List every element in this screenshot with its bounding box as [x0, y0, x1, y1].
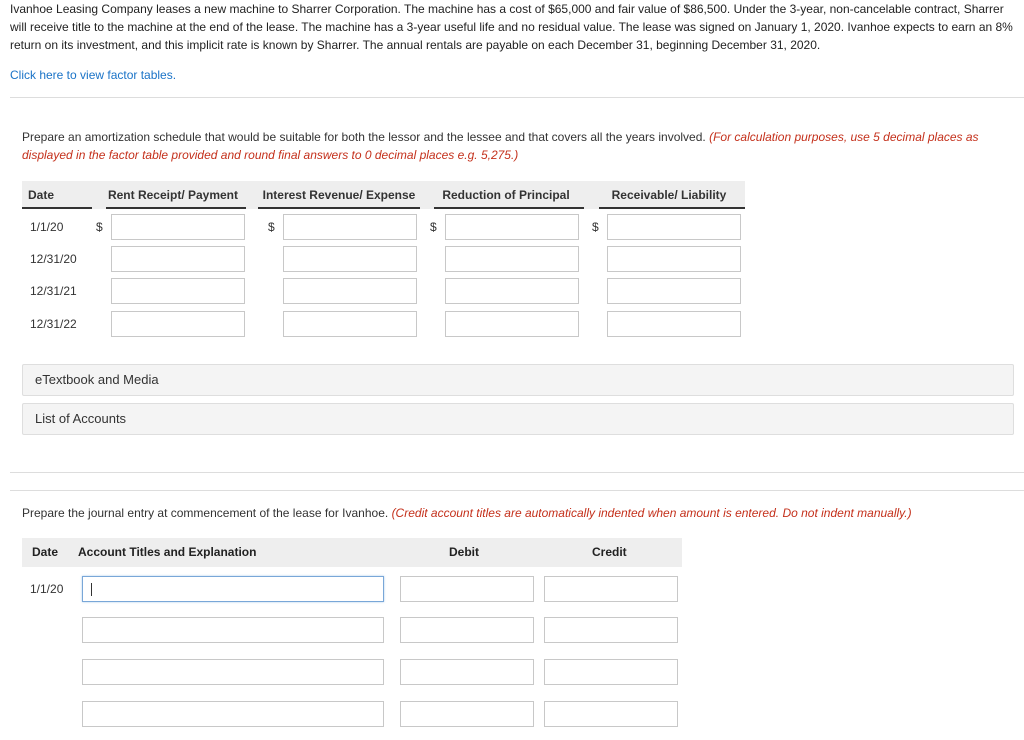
interest-input[interactable]	[283, 311, 417, 337]
receivable-input[interactable]	[607, 214, 741, 240]
amortization-instruction	[22, 128, 1002, 164]
interest-input[interactable]	[283, 278, 417, 304]
journal-instruction	[22, 504, 1002, 522]
debit-input[interactable]	[400, 617, 534, 643]
entry-date: 1/1/20	[30, 582, 64, 596]
divider	[10, 490, 1024, 491]
dollar-sign: $	[592, 220, 599, 234]
credit-input[interactable]	[544, 576, 678, 602]
dollar-sign: $	[96, 220, 103, 234]
receivable-input[interactable]	[607, 278, 741, 304]
col-account-titles: Account Titles and Explanation	[78, 545, 257, 559]
factor-tables-link[interactable]: Click here to view factor tables.	[10, 68, 177, 82]
divider	[10, 472, 1024, 473]
interest-input[interactable]	[283, 246, 417, 272]
row-date: 12/31/21	[30, 284, 77, 298]
debit-input[interactable]	[400, 659, 534, 685]
etextbook-media-button[interactable]: eTextbook and Media	[22, 364, 1014, 396]
col-interest: Interest Revenue/ Expense	[262, 188, 416, 202]
dollar-sign: $	[268, 220, 275, 234]
col-date: Date	[28, 188, 55, 202]
instruction-text: Prepare an amortization schedule that would be suitable for both the lessor and the lessee and that covers all the years involved.	[22, 130, 706, 144]
col-rent: Rent Receipt/ Payment	[107, 188, 239, 202]
dollar-sign: $	[430, 220, 437, 234]
account-title-input[interactable]	[82, 659, 384, 685]
account-title-input[interactable]	[82, 576, 384, 602]
instruction-text: Prepare the journal entry at commencement of the lease for Ivanhoe.	[22, 506, 389, 520]
col-date: Date	[32, 545, 59, 559]
account-title-input[interactable]	[82, 701, 384, 727]
text-cursor	[91, 583, 92, 596]
reduction-input[interactable]	[445, 246, 579, 272]
rent-input[interactable]	[111, 246, 245, 272]
receivable-input[interactable]	[607, 246, 741, 272]
amortization-table-header	[22, 181, 745, 209]
row-date: 12/31/22	[30, 317, 77, 331]
credit-input[interactable]	[544, 701, 678, 727]
rent-input[interactable]	[111, 278, 245, 304]
credit-input[interactable]	[544, 617, 678, 643]
instruction-note: (Credit account titles are automatically indented when amount is entered. Do not indent manually.)	[391, 506, 912, 520]
col-credit: Credit	[592, 545, 627, 559]
instruction-note: (For calculation purposes, use 5 decimal places as displayed in the factor table provided and round final answers to 0 decimal places e.g. 5,275.)	[22, 130, 979, 162]
divider	[10, 97, 1024, 98]
journal-table-header	[22, 538, 682, 567]
list-of-accounts-button[interactable]: List of Accounts	[22, 403, 1014, 435]
problem-statement: Ivanhoe Leasing Company leases a new machine to Sharrer Corporation. The machine has a cost of $65,000 and fair value of $86,500. Under the 3-year, non-cancelable contract, Sharrer will receive title to the machine at the end of the lease. The machine has a 3-year useful life and no residual value. The lease was signed on January 1, 2020. Ivanhoe expects to earn an 8% return on its investment, and this implicit rate is known by Sharrer. The annual rentals are payable on each December 31, beginning December 31, 2020.	[10, 2, 1013, 52]
reduction-input[interactable]	[445, 311, 579, 337]
account-title-input[interactable]	[82, 617, 384, 643]
reduction-input[interactable]	[445, 214, 579, 240]
rent-input[interactable]	[111, 311, 245, 337]
row-date: 12/31/20	[30, 252, 77, 266]
col-debit: Debit	[449, 545, 479, 559]
rent-input[interactable]	[111, 214, 245, 240]
col-receivable: Receivable/ Liability	[611, 188, 727, 202]
reduction-input[interactable]	[445, 278, 579, 304]
credit-input[interactable]	[544, 659, 678, 685]
debit-input[interactable]	[400, 576, 534, 602]
col-reduction: Reduction of Principal	[442, 188, 570, 202]
debit-input[interactable]	[400, 701, 534, 727]
interest-input[interactable]	[283, 214, 417, 240]
receivable-input[interactable]	[607, 311, 741, 337]
row-date: 1/1/20	[30, 220, 64, 234]
